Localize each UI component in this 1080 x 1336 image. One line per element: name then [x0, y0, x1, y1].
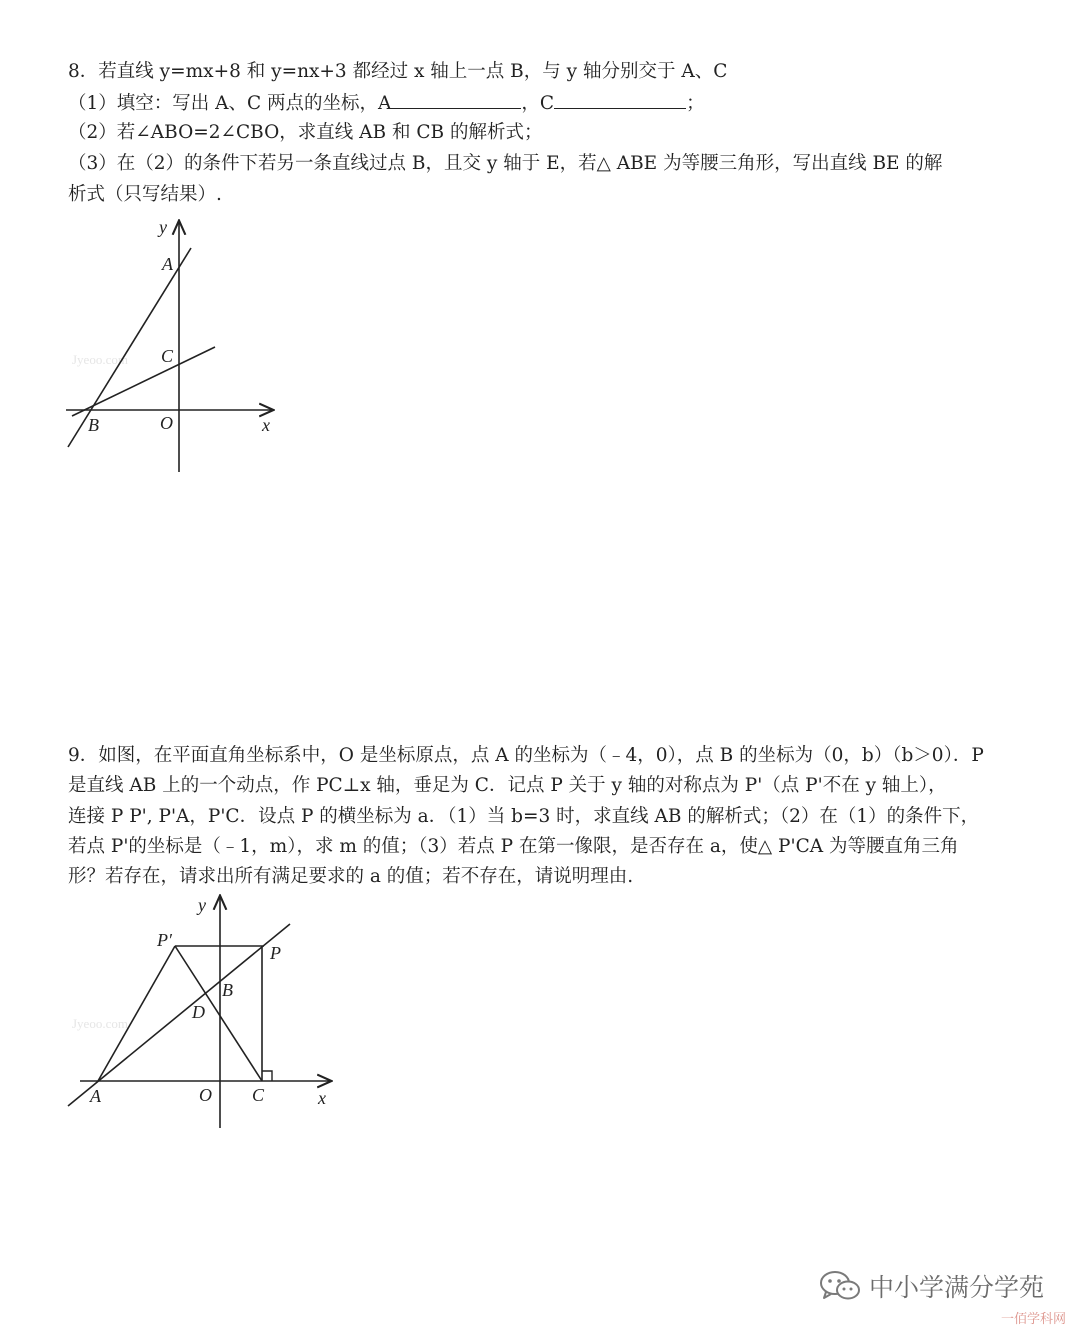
right-angle-mark — [262, 1071, 272, 1081]
segment-p-prime-c — [175, 946, 262, 1081]
q8-line-1: 8．若直线 y=mx+8 和 y=nx+3 都经过 x 轴上一点 B，与 y 轴分别交于 A、C — [68, 61, 728, 82]
point-d-label: D — [192, 1002, 205, 1022]
brand-name: 中小学满分学苑 — [868, 1273, 1044, 1302]
q8-line-4: （3）在（2）的条件下若另一条直线过点 B，且交 y 轴于 E，若△ ABE 为等腰三角形，写出直线 BE 的解 — [68, 153, 943, 174]
answer-blank-a — [391, 88, 521, 109]
q8-line-5: 析式（只写结果）. — [68, 184, 222, 205]
q8-part1-c: ，C — [521, 93, 555, 114]
point-p-label: P — [270, 943, 281, 963]
q8-line-3: （2）若∠ABO=2∠CBO，求直线 AB 和 CB 的解析式； — [68, 122, 543, 143]
q9-line-3: 连接 P P', P'A，P'C．设点 P 的横坐标为 a．（1）当 b=3 时，求直线 AB 的解析式；（2）在（1）的条件下， — [68, 806, 980, 827]
origin-label: O — [199, 1085, 212, 1105]
point-a-label: A — [162, 254, 173, 274]
q9-line-4: 若点 P'的坐标是（﹣1，m），求 m 的值；（3）若点 P 在第一像限，是否存在 a，使△ P'CA 为等腰直角三角 — [68, 836, 959, 857]
x-axis-label: x — [318, 1088, 326, 1108]
y-axis-label: y — [159, 217, 167, 237]
q9-line-2: 是直线 AB 上的一个动点，作 PC⊥x 轴，垂足为 C．记点 P 关于 y 轴的对称点为 P'（点 P'不在 y 轴上）， — [68, 775, 947, 796]
watermark: Jyeoo.com — [72, 1016, 128, 1031]
q8-figure — [60, 215, 290, 480]
footer-brand — [819, 1268, 1044, 1304]
point-c-label: C — [252, 1085, 265, 1105]
answer-blank-c — [554, 88, 686, 109]
q8-line-2: （1）填空：写出 A、C 两点的坐标，A ，C ； — [68, 88, 705, 119]
point-b-label: B — [222, 980, 233, 1000]
q9-line-5: 形？若存在，请求出所有满足要求的 a 的值；若不存在，请说明理由. — [68, 866, 634, 887]
q8-part1-prompt: （1）填空：写出 A、C 两点的坐标，A — [68, 93, 392, 114]
origin-label: O — [160, 413, 173, 433]
site-watermark: 一佰学科网 — [1000, 1312, 1066, 1327]
segment-p-prime-a — [98, 946, 175, 1081]
point-c-label: C — [161, 346, 174, 366]
wechat-icon — [819, 1270, 861, 1302]
watermark: Jyeoo.com — [72, 352, 128, 367]
y-axis-label: y — [198, 895, 206, 915]
point-a-label: A — [90, 1086, 101, 1106]
point-b-label: B — [88, 415, 99, 435]
q9-figure — [60, 890, 350, 1135]
point-p-prime-label: P′ — [157, 930, 172, 950]
x-axis-label: x — [262, 415, 270, 435]
q9-line-1: 9．如图，在平面直角坐标系中，O 是坐标原点，点 A 的坐标为（﹣4，0），点 B 的坐标为（0，b）（b＞0）．P — [68, 745, 984, 766]
